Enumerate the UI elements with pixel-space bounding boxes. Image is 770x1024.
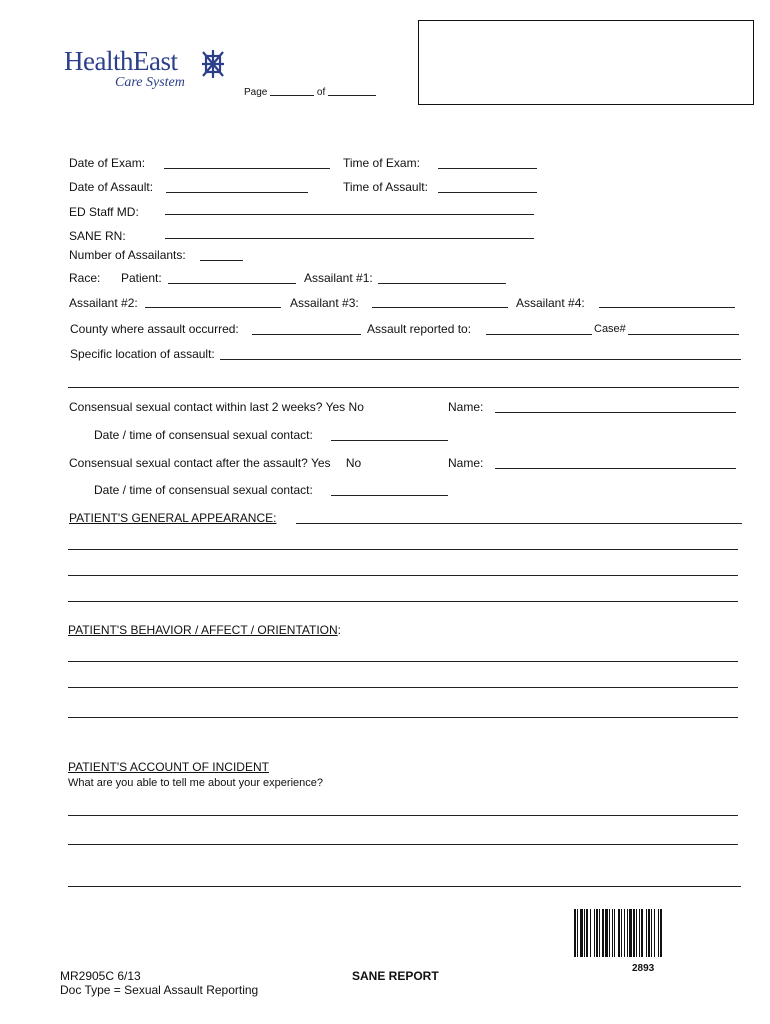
race-assailant1-field[interactable] <box>378 283 506 284</box>
ed-staff-md-field[interactable] <box>165 214 534 215</box>
ed-staff-md-label: ED Staff MD: <box>69 205 139 219</box>
barcode-number: 2893 <box>632 963 655 974</box>
race-label: Race: <box>69 271 101 285</box>
page-total-field[interactable] <box>328 95 376 96</box>
sane-rn-label: SANE RN: <box>69 229 126 243</box>
general-appearance-line-2[interactable] <box>68 549 738 550</box>
consensual-before-datetime-field[interactable] <box>331 440 448 441</box>
behavior-line-1[interactable] <box>68 661 738 662</box>
race-patient-field[interactable] <box>168 283 296 284</box>
location-field-line-2[interactable] <box>68 387 739 388</box>
consensual-after-label <box>69 456 361 470</box>
general-appearance-line-3[interactable] <box>68 575 738 576</box>
number-of-assailants-label: Number of Assailants: <box>69 248 186 262</box>
account-prompt: What are you able to tell me about your experience? <box>68 777 323 789</box>
consensual-after-question: Consensual sexual contact after the assault? <box>69 456 308 470</box>
consensual-after-datetime-field[interactable] <box>331 495 448 496</box>
logo-cross-icon <box>200 47 226 81</box>
page-number-field[interactable] <box>270 95 314 96</box>
race-assailant2-field[interactable] <box>145 307 281 308</box>
account-line-1[interactable] <box>68 815 738 816</box>
account-heading: PATIENT'S ACCOUNT OF INCIDENT <box>68 760 269 774</box>
location-field[interactable] <box>220 359 741 360</box>
general-appearance-line-4[interactable] <box>68 601 738 602</box>
consensual-before-yes[interactable]: Yes <box>325 400 346 414</box>
doc-type: Doc Type = Sexual Assault Reporting <box>60 983 259 997</box>
page-label: Page <box>244 87 268 98</box>
time-of-assault-label: Time of Assault: <box>343 180 428 194</box>
behavior-heading-text: PATIENT'S BEHAVIOR / AFFECT / ORIENTATION <box>68 623 338 637</box>
date-of-assault-field[interactable] <box>166 192 308 193</box>
consensual-before-name-field[interactable] <box>495 412 736 413</box>
logo-name: HealthEast <box>64 46 178 76</box>
date-of-exam-label: Date of Exam: <box>69 156 146 170</box>
date-of-exam-field[interactable] <box>164 168 330 169</box>
behavior-heading: PATIENT'S BEHAVIOR / AFFECT / ORIENTATION: <box>68 623 341 637</box>
behavior-line-2[interactable] <box>68 687 738 688</box>
race-assailant4-label: Assailant #4: <box>516 296 585 310</box>
consensual-before-datetime-label: Date / time of consensual sexual contact: <box>94 428 313 442</box>
time-of-exam-field[interactable] <box>438 168 537 169</box>
report-title: SANE REPORT <box>352 969 439 983</box>
consensual-before-no[interactable]: No <box>348 400 364 414</box>
race-assailant1-label: Assailant #1: <box>304 271 373 285</box>
consensual-after-yes[interactable]: Yes <box>310 456 331 470</box>
page-counter <box>244 87 376 98</box>
consensual-before-question: Consensual sexual contact within last 2 weeks? <box>69 400 323 414</box>
consensual-after-name-field[interactable] <box>495 468 736 469</box>
general-appearance-field[interactable] <box>296 523 742 524</box>
form-code: MR2905C 6/13 <box>60 969 141 983</box>
race-assailant2-label: Assailant #2: <box>69 296 138 310</box>
consensual-before-label <box>69 400 364 414</box>
consensual-after-datetime-label: Date / time of consensual sexual contact: <box>94 483 313 497</box>
reported-to-label: Assault reported to: <box>367 322 472 336</box>
page-of-label: of <box>316 87 326 98</box>
barcode <box>572 909 720 959</box>
time-of-exam-label: Time of Exam: <box>343 156 420 170</box>
consensual-before-name-label: Name: <box>448 400 484 414</box>
race-patient-label: Patient: <box>121 271 162 285</box>
county-field[interactable] <box>252 334 361 335</box>
case-number-label: Case# <box>594 323 626 335</box>
reported-to-field[interactable] <box>486 334 592 335</box>
general-appearance-heading: PATIENT'S GENERAL APPEARANCE: <box>69 511 277 525</box>
number-of-assailants-field[interactable] <box>200 260 243 261</box>
race-assailant3-field[interactable] <box>372 307 508 308</box>
date-of-assault-label: Date of Assault: <box>69 180 154 194</box>
county-label: County where assault occurred: <box>70 322 239 336</box>
account-line-2[interactable] <box>68 844 738 845</box>
account-line-3[interactable] <box>68 886 741 887</box>
logo-subtitle: Care System <box>115 75 185 90</box>
consensual-after-no[interactable]: No <box>345 456 362 470</box>
time-of-assault-field[interactable] <box>438 192 537 193</box>
consensual-after-name-label: Name: <box>448 456 484 470</box>
behavior-line-3[interactable] <box>68 717 738 718</box>
race-assailant4-field[interactable] <box>599 307 735 308</box>
race-assailant3-label: Assailant #3: <box>290 296 359 310</box>
location-label: Specific location of assault: <box>70 347 215 361</box>
patient-label-box <box>418 20 754 105</box>
sane-rn-field[interactable] <box>165 238 534 239</box>
case-number-field[interactable] <box>628 334 739 335</box>
